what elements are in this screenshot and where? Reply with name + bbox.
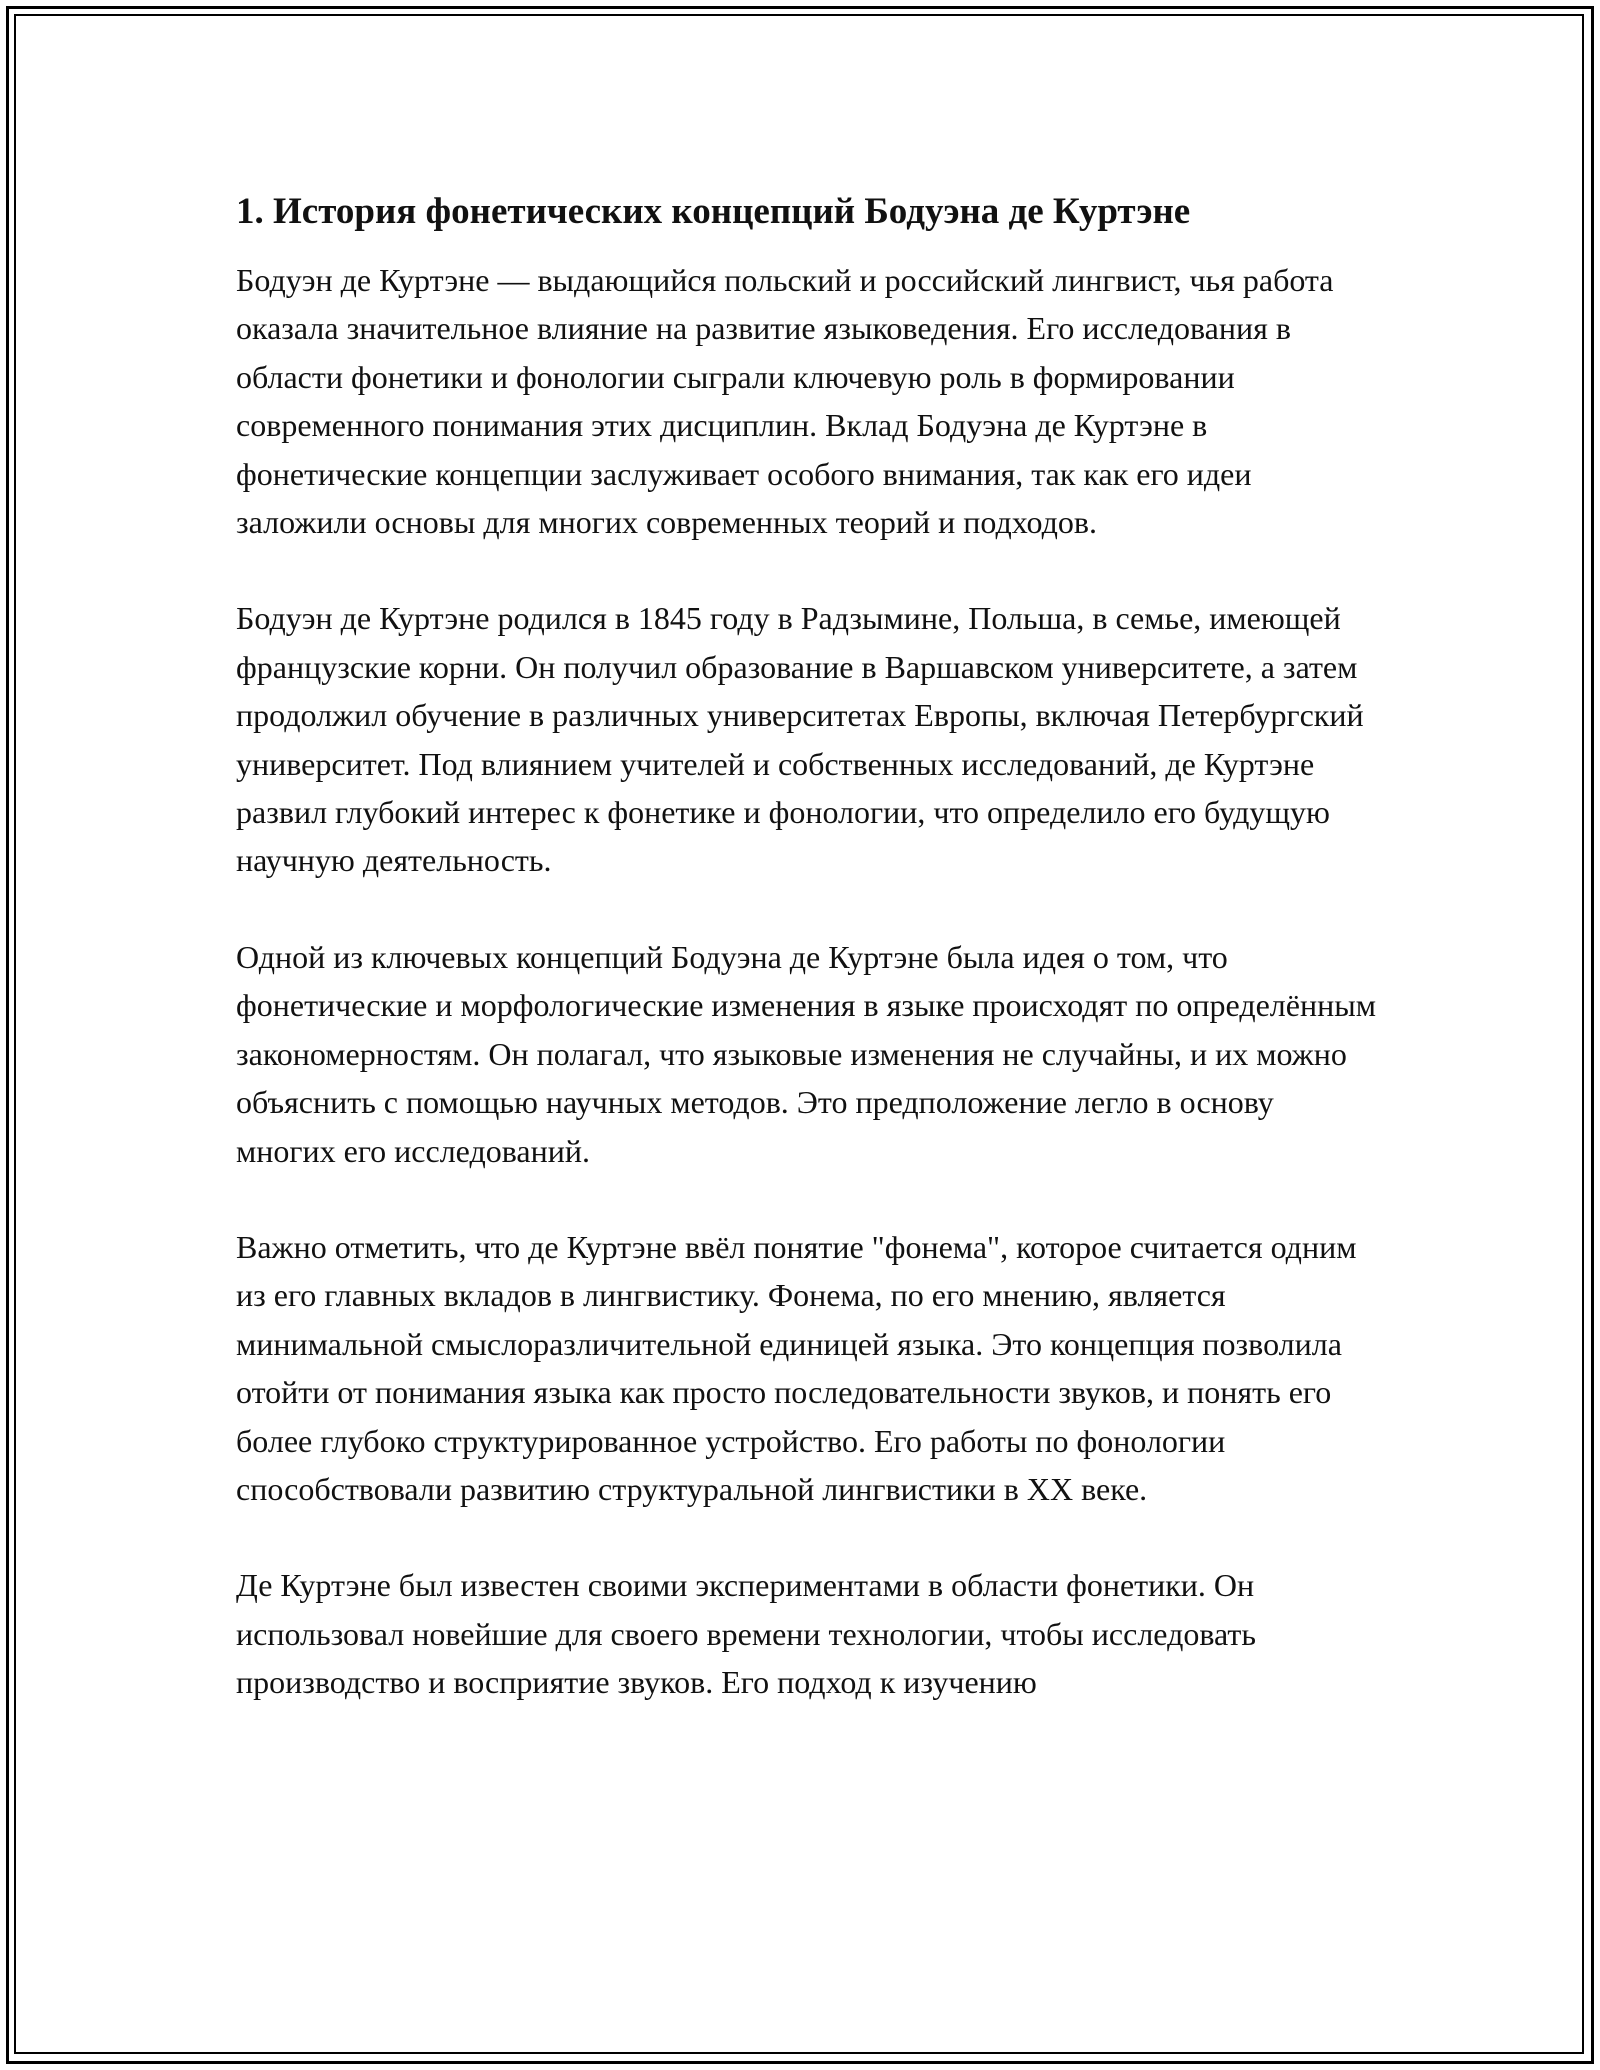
paragraph-intro: Бодуэн де Куртэне — выдающийся польский и российский лингвист, чья работа оказала значительное влияние на развитие языковедения. Его исследования в области фонетики и фонологии сыграли ключевую роль в формировании современного понимания этих дисциплин. Вклад Бодуэна де Куртэне в фонетические концепции заслуживает особого внимания, так как его идеи заложили основы для многих современных теорий и подходов. (236, 262, 1334, 541)
paragraph-biography: Бодуэн де Куртэне родился в 1845 году в Радзымине, Польша, в семье, имеющей французские корни. Он получил образование в Варшавском университете, а затем продолжил обучение в различных университетах Европы, включая Петербургский университет. Под влиянием учителей и собственных исследований, де Куртэне развил глубокий интерес к фонетике и фонологии, что определило его будущую научную деятельность. (236, 600, 1364, 879)
document-page (236, 188, 1376, 1755)
paragraph-phoneme: Важно отметить, что де Куртэне ввёл понятие "фонема", которое считается одним из его главных вкладов в лингвистику. Фонема, по его мнению, является минимальной смыслоразличительной единицей языка. Это концепция позволила отойти от понимания языка как просто последовательности звуков, и понять его более глубоко структурированное устройство. Его работы по фонологии способствовали развитию структуральной лингвистики в XX веке. (236, 1228, 1357, 1507)
paragraph-key-concept: Одной из ключевых концепций Бодуэна де Куртэне была идея о том, что фонетические и морфологические изменения в языке происходят по определённым закономерностям. Он полагал, что языковые изменения не случайны, и их можно объяснить с помощью научных методов. Это предположение легло в основу многих его исследований. (236, 938, 1376, 1169)
section-heading: 1. История фонетических концепций Бодуэна де Куртэне (236, 191, 1191, 232)
paragraph-experiments: Де Куртэне был известен своими экспериментами в области фонетики. Он использовал новейшие для своего времени технологии, чтобы исследовать производство и восприятие звуков. Его подход к изучению (236, 1567, 1256, 1701)
